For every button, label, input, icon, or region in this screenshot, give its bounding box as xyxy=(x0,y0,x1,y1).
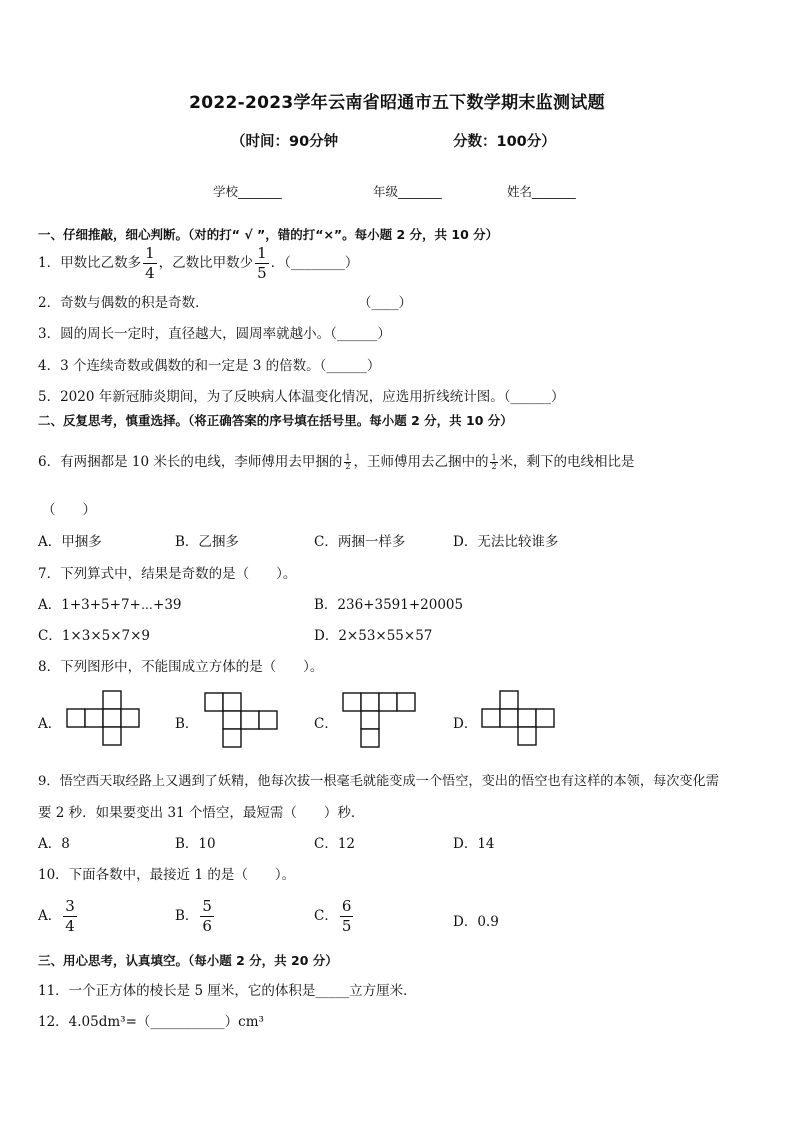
q1-text-post: ．（________） xyxy=(270,255,359,271)
q6-text-post: 米，剩下的电线相比是 xyxy=(499,454,635,470)
q9-option-b[interactable]: B．10 xyxy=(175,836,216,852)
question-2-text: 2．奇数与偶数的积是奇数． xyxy=(38,295,209,311)
q8-option-a[interactable]: A． xyxy=(38,716,62,732)
q7-option-b[interactable]: B．236+3591+20005 xyxy=(314,597,464,613)
q6-fraction-1: $\frac{1}{2}$ xyxy=(345,453,351,471)
q6-option-c[interactable]: C．两捆一样多 xyxy=(314,534,406,550)
question-9-line1: 9．悟空西天取经路上又遇到了妖精，他每次拔一根毫毛就能变成一个悟空，变出的悟空也有这样的本领，每次变化需 xyxy=(38,774,719,789)
q12-text-post: ）cm³ xyxy=(224,1014,264,1030)
q7-option-a[interactable]: A．1+3+5+7+⋯+39 xyxy=(38,597,182,613)
question-6-blank[interactable]: （ ） xyxy=(42,502,96,518)
grade-field: 年级_______ xyxy=(373,184,442,199)
q6-text-pre: 6．有两捆都是 10 米长的电线，李师傅用去甲捆的 xyxy=(38,454,343,470)
cube-net-b xyxy=(204,692,278,748)
question-5: 5．2020 年新冠肺炎期间，为了反映病人体温变化情况，应选用折线统计图。（______） xyxy=(38,389,565,405)
q1-text-pre: 1．甲数比乙数多 xyxy=(38,255,142,271)
q6-option-a[interactable]: A．甲捆多 xyxy=(38,534,102,550)
section2-heading: 二、反复思考，慎重选择。（将正确答案的序号填在括号里。每小题 2 分，共 10 分） xyxy=(38,413,513,428)
question-9-line2: 要 2 秒．如果要变出 31 个悟空，最短需（ ）秒． xyxy=(38,805,365,821)
exam-time: （时间：90分钟 xyxy=(231,134,339,150)
q7-option-d[interactable]: D．2×53×55×57 xyxy=(314,628,433,644)
q9-option-c[interactable]: C．12 xyxy=(314,836,356,852)
q6-option-d[interactable]: D．无法比较谁多 xyxy=(453,534,559,550)
question-6 xyxy=(38,450,635,471)
section3-heading: 三、用心思考，认真填空。（每小题 2 分，共 20 分） xyxy=(38,953,338,968)
cube-net-d xyxy=(481,690,555,746)
q6-option-b[interactable]: B．乙捆多 xyxy=(175,534,239,550)
q10-fraction-a: $\frac{3}{4}$ xyxy=(65,897,75,935)
page-title: 2022-2023学年云南省昭通市五下数学期末监测试题 xyxy=(189,93,605,113)
exam-score: 分数：100分） xyxy=(453,134,556,150)
q8-option-b[interactable]: B． xyxy=(175,716,199,732)
q8-option-c[interactable]: C． xyxy=(314,716,338,732)
q1-text-mid: ，乙数比甲数少 xyxy=(158,255,254,271)
question-12 xyxy=(38,1010,264,1030)
name-field: 姓名_______ xyxy=(507,184,576,199)
section1-heading: 一、仔细推敲，细心判断。（对的打“ √ ”，错的打“×”。每小题 2 分，共 10 分） xyxy=(38,227,499,242)
question-4: 4．3 个连续奇数或偶数的和一定是 3 的倍数。（______） xyxy=(38,358,381,374)
question-7: 7．下列算式中，结果是奇数的是（ ）。 xyxy=(38,566,297,582)
q12-text-pre: 12．4.05dm³=（ xyxy=(38,1014,151,1030)
question-3: 3．圆的周长一定时，直径越大，圆周率就越小。（______） xyxy=(38,326,391,342)
question-8: 8．下列图形中，不能围成立方体的是（ ）。 xyxy=(38,659,324,675)
cube-net-c xyxy=(342,692,416,750)
q10-option-a[interactable]: A． $\frac{3}{4}$ xyxy=(38,897,75,935)
question-11: 11．一个正方体的棱长是 5 厘米，它的体积是_____立方厘米． xyxy=(38,983,417,999)
q9-option-a[interactable]: A．8 xyxy=(38,836,70,852)
q10-fraction-b: $\frac{5}{6}$ xyxy=(202,897,212,935)
q10-option-d[interactable]: D．0.9 xyxy=(453,914,499,930)
q6-fraction-2: $\frac{1}{2}$ xyxy=(491,453,497,471)
q12-blank[interactable]: ___________ xyxy=(150,1014,225,1030)
question-2-blank[interactable]: （____） xyxy=(358,295,412,311)
q10-option-c[interactable]: C． $\frac{6}{5}$ xyxy=(314,897,352,935)
q1-fraction-2: $\frac{1}{5}$ xyxy=(257,244,267,282)
question-1 xyxy=(38,246,358,281)
q10-fraction-c: $\frac{6}{5}$ xyxy=(341,897,352,935)
school-field: 学校_______ xyxy=(213,184,282,199)
cube-net-a xyxy=(66,690,140,746)
q6-text-mid: ，王师傅用去乙捆中的 xyxy=(353,454,489,470)
q9-option-d[interactable]: D．14 xyxy=(453,836,495,852)
q1-fraction-1: $\frac{1}{4}$ xyxy=(145,244,155,282)
q10-option-b[interactable]: B． $\frac{5}{6}$ xyxy=(175,897,212,935)
q7-option-c[interactable]: C．1×3×5×7×9 xyxy=(38,628,151,644)
q8-option-d[interactable]: D． xyxy=(453,716,478,732)
question-10: 10．下面各数中，最接近 1 的是（ ）。 xyxy=(38,867,296,883)
